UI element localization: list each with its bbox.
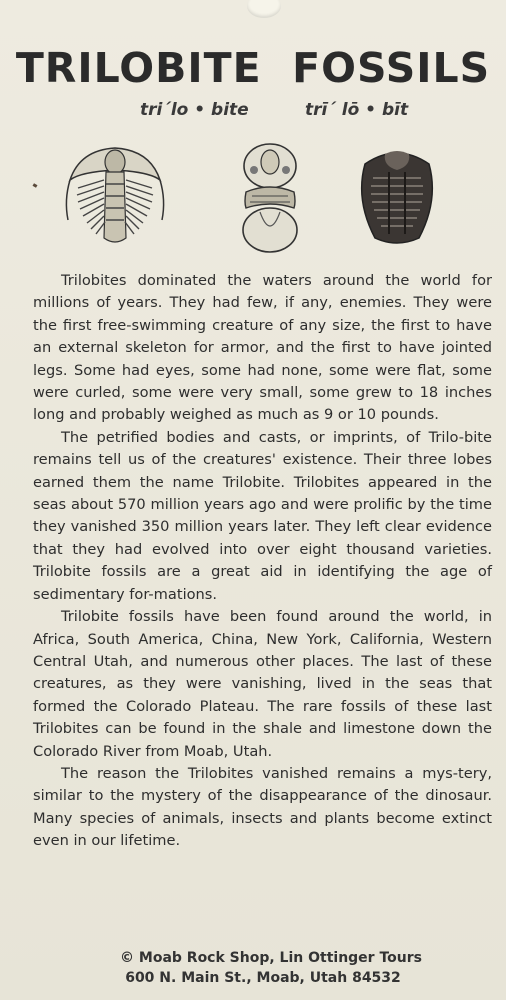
paragraph-3: Trilobite fossils have been found around the world, in Africa, South America, China, New York, California, Western Central Utah, and numerous other places. The last of these creatures, as they were vanishing, lived in the seas that formed the Colorado Plateau. The rare fossils of these last Trilobites can be found in the shale and limestone down the Colorado River from Moab, Utah. — [33, 608, 492, 760]
paragraph-2: The petrified bodies and casts, or imprints, of Trilo-bite remains tell us of the creatures' existence. Their three lobes earned them the name Trilobite. Trilobites appeared in the seas about 570 million years ago and were prolific by the time they vanished 350 million years later. They left clear evidence that they had evolved into over eight thousand varieties. Trilobite fossils are a great aid in identifying the age of sedimentary for-mations. — [33, 428, 492, 603]
paragraph-1: Trilobites dominated the waters around the world for millions of years. They had few, if any, enemies. They were the first free-swimming creature of any size, the first to have an external skeleton for armor, and the first to have jointed legs. Some had eyes, some had none, some were flat, some were curled, some were very small, some grew to 18 inches long and probably weighed as much as 9 or 10 pounds. — [33, 272, 492, 424]
pronunciation-2: trī´ lō • bīt — [305, 100, 409, 120]
speck-mark — [33, 183, 38, 188]
copyright-line: © Moab Rock Shop, Lin Ottinger Tours — [120, 950, 422, 966]
publisher-footer — [0, 948, 506, 988]
article-body — [33, 270, 492, 853]
paragraph-4: The reason the Trilobites vanished remains a mys-tery, similar to the mystery of the disappearance of the dinosaur. Many species of animals, insects and plants become extinct even in our lifetime. — [33, 764, 492, 850]
enrolled-trilobite-drawing — [238, 140, 302, 256]
hang-hole — [247, 0, 281, 18]
trilobite-top-view-drawing — [60, 140, 170, 250]
pronunciation-1: tri´lo • bite — [140, 100, 249, 120]
address-line: 600 N. Main St., Moab, Utah 84532 — [125, 970, 401, 986]
page-title: TRILOBITE FOSSILS — [15, 44, 491, 92]
dark-trilobite-fossil-drawing — [355, 140, 439, 246]
